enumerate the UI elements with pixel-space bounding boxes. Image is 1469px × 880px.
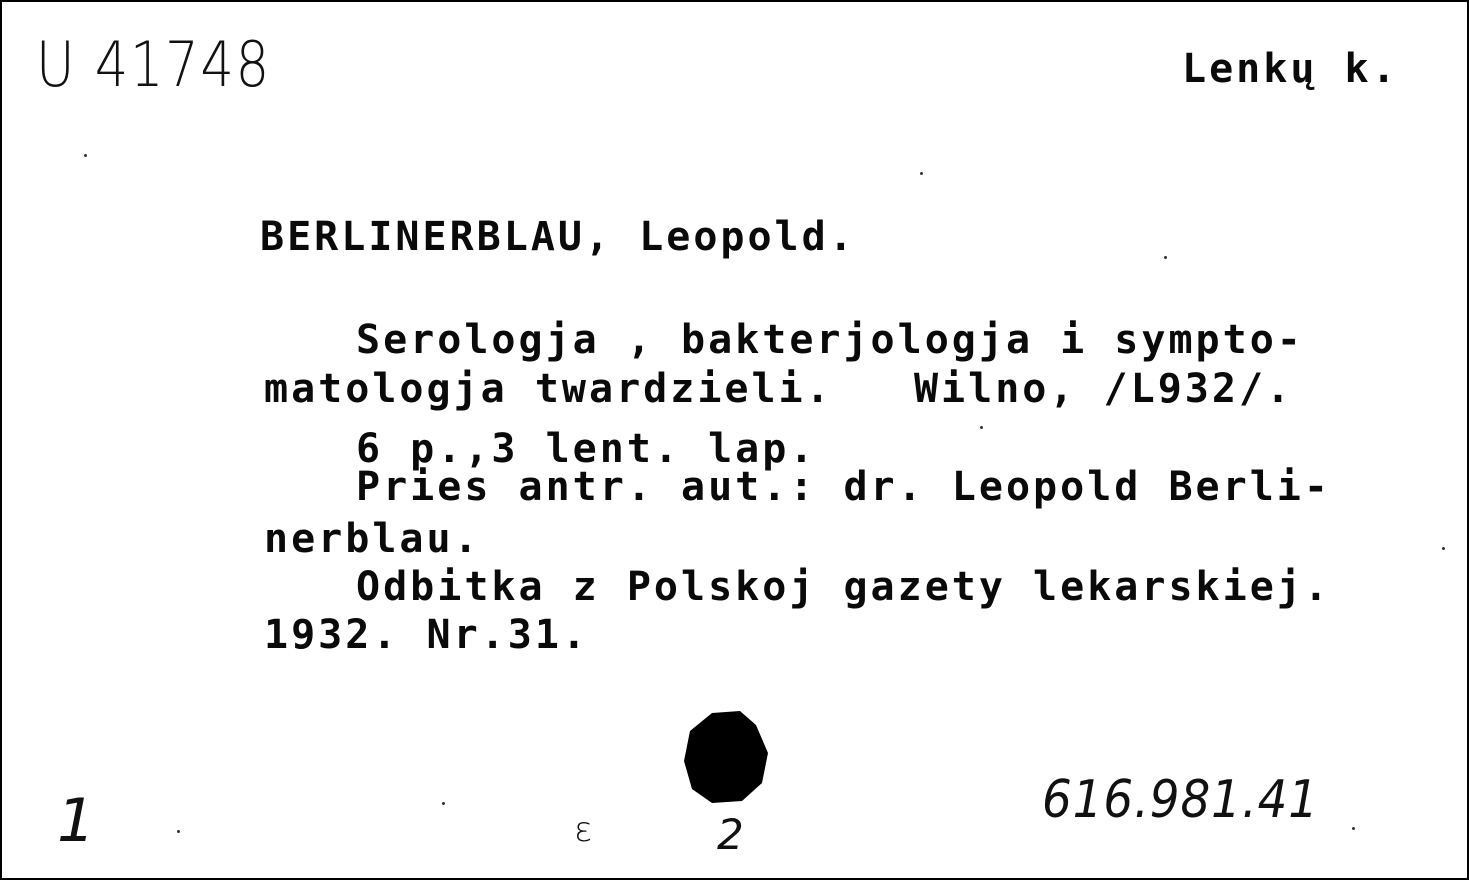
call-number: U 41748 [36, 28, 271, 101]
classification-number: 616.981.41 [1042, 770, 1319, 830]
speck [1442, 547, 1445, 550]
body-line-title-2: matologja twardzieli. Wilno, /L932/. [264, 366, 1294, 412]
punch-hole [682, 709, 770, 805]
body-line-collation: 6 p.,3 lent. lap. [356, 426, 817, 472]
speck [84, 154, 87, 157]
language-label: Lenkų k. [1182, 46, 1399, 92]
speck [442, 802, 445, 805]
speck [1352, 827, 1355, 830]
speck [177, 830, 180, 833]
speck [920, 172, 923, 175]
body-line-note-2: nerblau. [264, 516, 481, 562]
margin-mark-left: 1 [57, 786, 96, 856]
margin-mark-right: 2 [717, 810, 744, 859]
margin-mark-middle: ε [574, 810, 593, 850]
body-line-title-1: Serologja , bakterjologja i sympto- [356, 317, 1304, 363]
author-heading: BERLINERBLAU, Leopold. [260, 214, 856, 260]
speck [1164, 256, 1167, 259]
body-line-note-1: Pries antr. aut.: dr. Leopold Berli- [356, 464, 1331, 510]
body-line-offprint-2: 1932. Nr.31. [264, 612, 589, 658]
body-line-offprint-1: Odbitka z Polskoj gazety lekarskiej. [356, 564, 1331, 610]
speck [980, 426, 983, 429]
